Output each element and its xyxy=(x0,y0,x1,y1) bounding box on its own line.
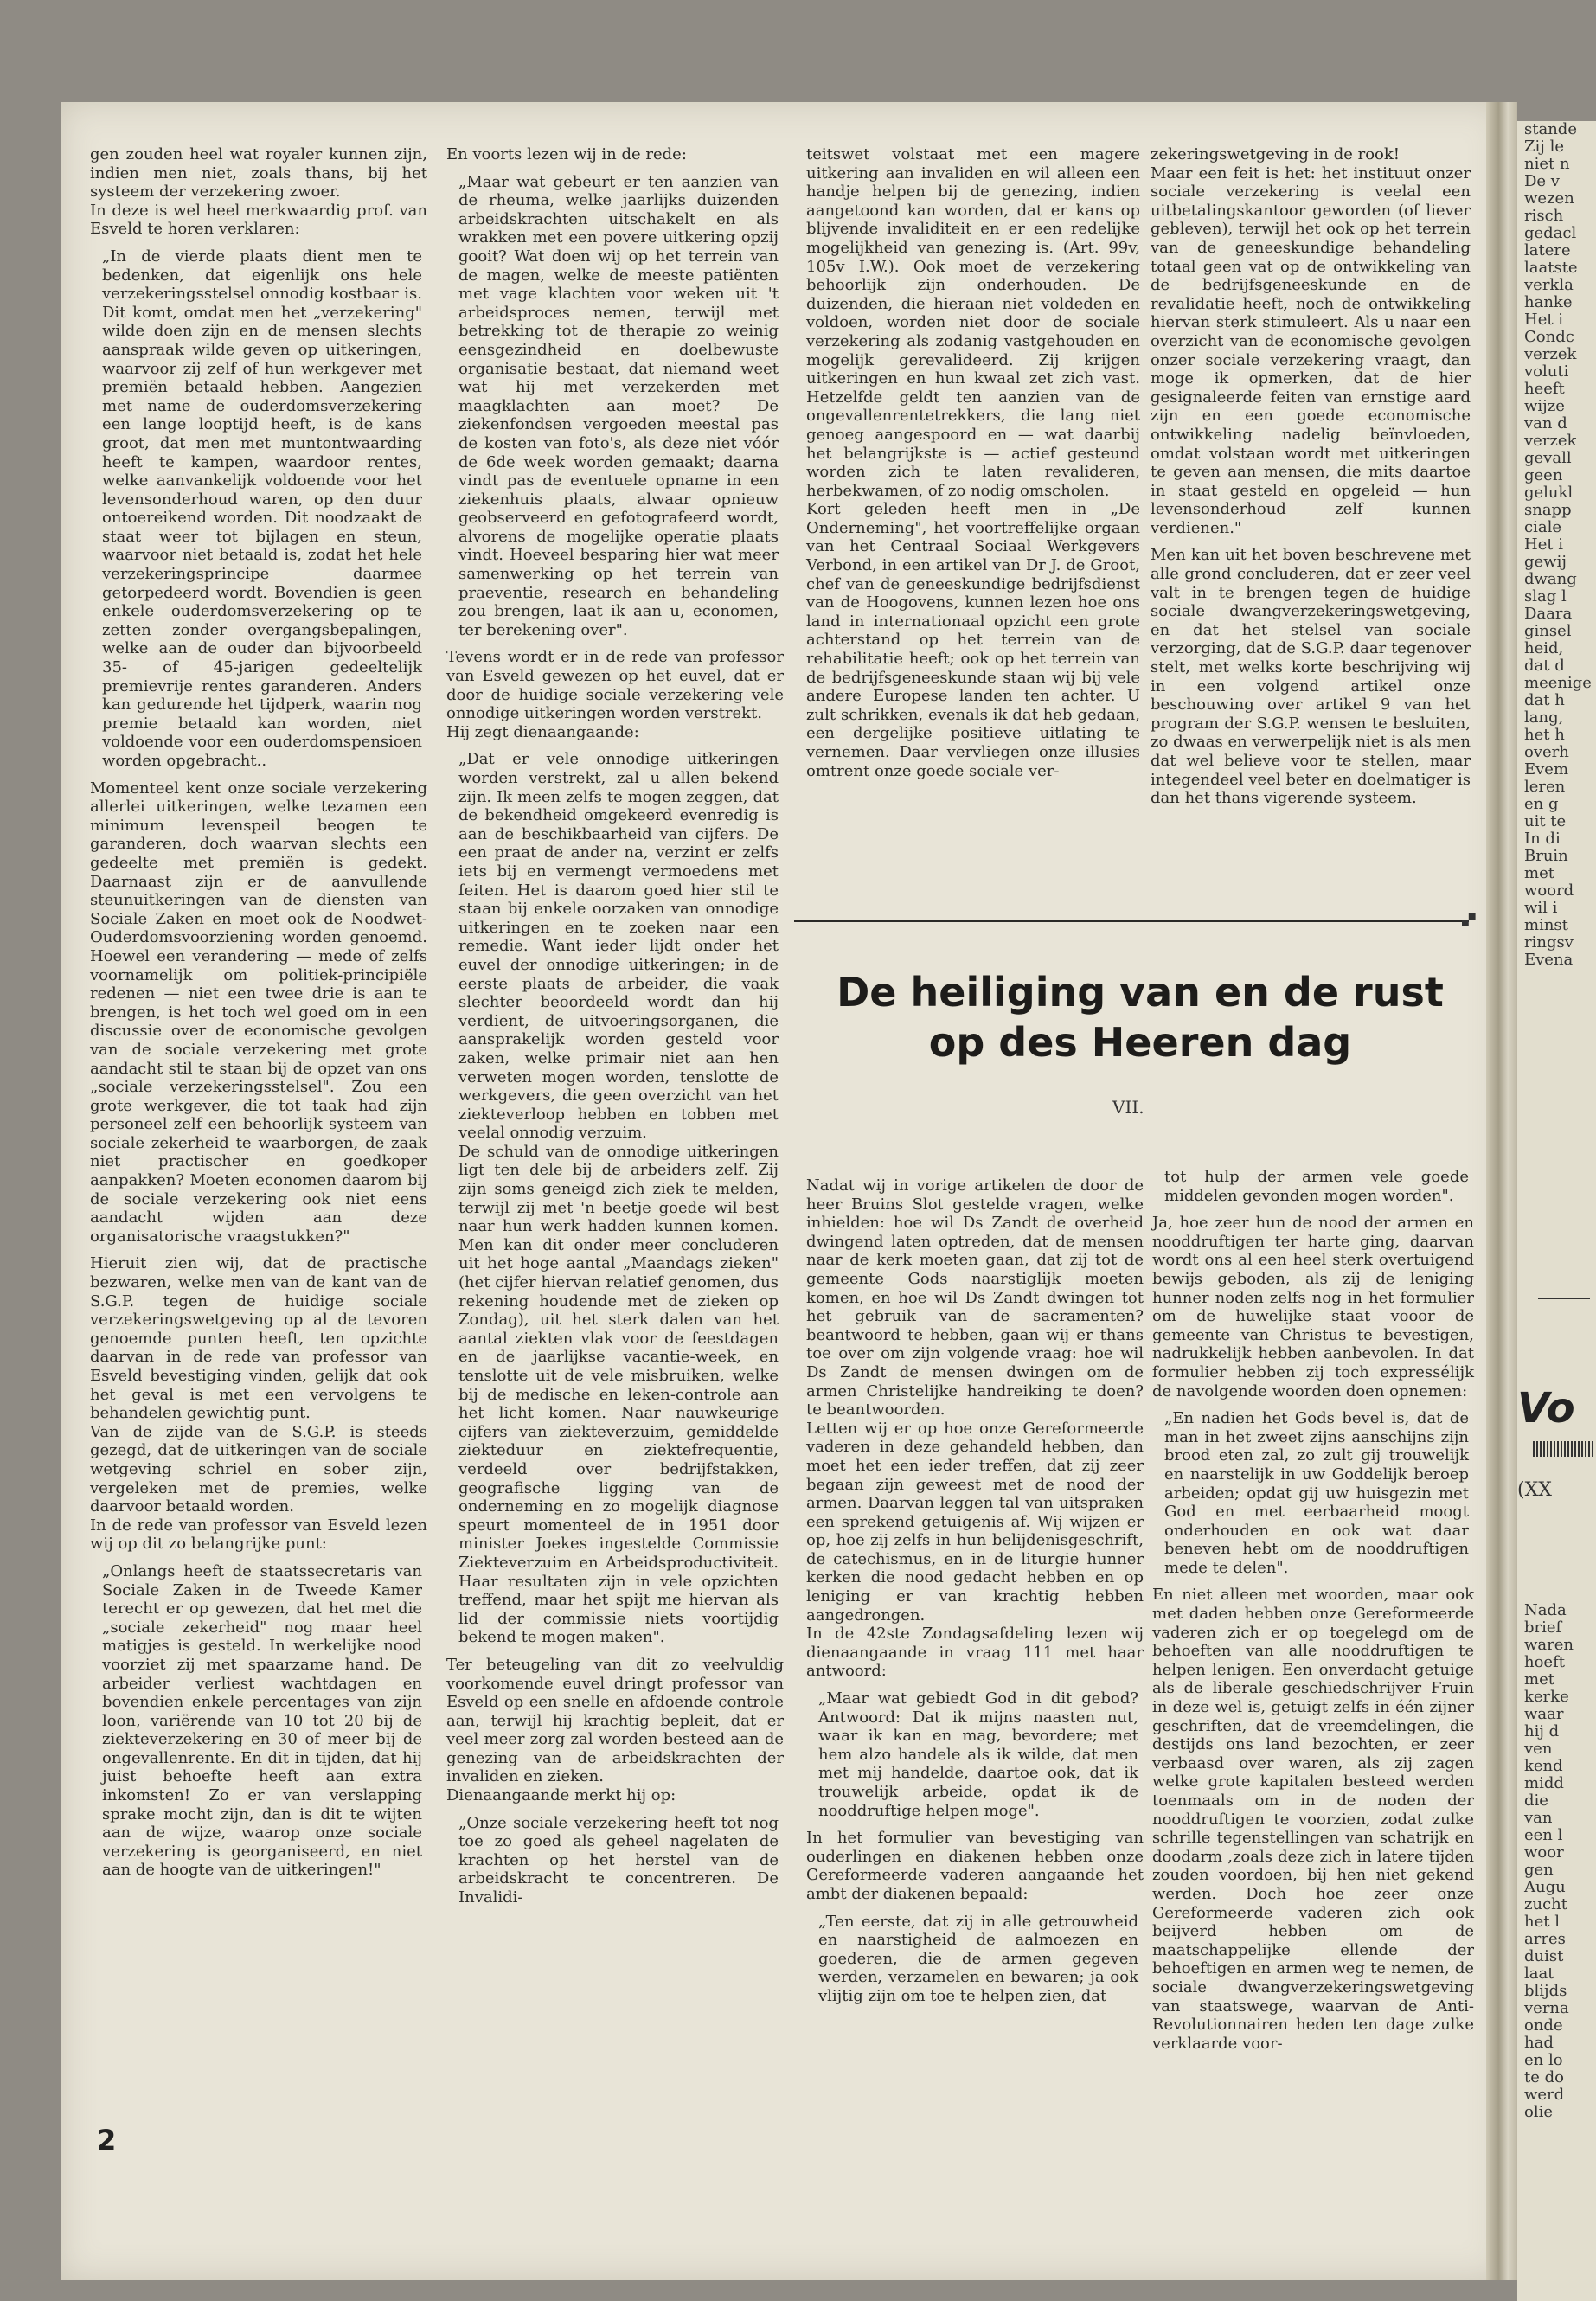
paragraph: gen zouden heel wat royaler kunnen zijn, indien men niet, zoals thans, bij het systeem der verzekering zwoer. In deze is wel heel merkwaardig prof. van Esveld te horen verklaren: xyxy=(90,145,427,239)
paragraph: zekeringswetgeving in de rook! Maar een feit is het: het instituut onzer sociale verzekering is veelal een uitbetalingskantoor geworden (of liever gebleven), terwijl het ook op het terrein van de geneeskundige behandeling totaal geen vat op de ontwikkeling van de bedrijfsgeneeskunde en de revalidatie heeft, noch de ontwikkeling hiervan sterk stimuleert. Als u naar een overzicht van de economische gevolgen onzer sociale verzekering vraagt, dan moge ik opmerken, dat de hier gesignaleerde feiten van ernstige aard zijn en een goede economische ontwikkeling nadelig beïnvloeden, omdat volstaan wordt met uitkeringen te geven aan mensen, die mits daartoe in staat gesteld en opgeleid — hun levensonderhoud zelf kunnen verdienen." xyxy=(1151,145,1471,537)
adjacent-ornament-bar xyxy=(1533,1441,1593,1457)
adjacent-column-bottom: Nada brief waren hoeft met kerke waar hij d ven kend midd die van een l woor gen Augu zucht het l arres duist laat blijds verna onde had en lo te do werd olie xyxy=(1524,1601,1574,2121)
quote-paragraph: „Maar wat gebeurt er ten aanzien van de rheuma, welke jaarlijks duizenden arbeidskrachten uitschakelt en als wrakken met een povere uitkering opzij gooit? Wat doen wij op het terrein van de magen, welke de meeste patiënten met vage klachten voor weken uit 't arbeidsproces nemen, terwijl met betrekking tot de therapie zo weinig eensgezindheid en doelbewuste organisatie bestaat, dat niemand weet wat hij met verzekerden met maagklachten aan moet? De ziekenfondsen vergoeden meestal pas de kosten van foto's, als deze niet vóór de 6de week worden gemaakt; daarna vindt pas de eventuele opname in een ziekenhuis plaats, alwaar opnieuw geobserveerd en gefotografeerd wordt, alvorens de mogelijke operatie plaats vindt. Hoeveel besparing hier wat meer samenwerking op het terrein van praeventie, research en behandeling zou brengen, laat ik aan u, economen, ter berekening over". xyxy=(458,172,779,639)
quote-paragraph: „Onlangs heeft de staatssecretaris van Sociale Zaken in de Tweede Kamer terecht er op gewezen, dat het met die „sociale zekerheid" nog maar heel matigjes is gesteld. In werkelijke nood voorziet zij met spaarzame hand. De arbeider verliest wachtdagen en bovendien enkele percentages van zijn loon, variërende van 10 tot 20 bij de ziekteverzekering en 30 of meer bij de ongevallenrente. En dit in tijden, dat hij juist behoefte heeft aan extra inkomsten! Zo er van verslapping sprake mocht zijn, dan is dit te wijten aan de wijze, waarop onze sociale verzekering is georganiseerd, en niet aan de hoogte van de uitkeringen!" xyxy=(102,1561,422,1880)
quote-paragraph: „In de vierde plaats dient men te bedenken, dat eigenlijk ons hele verzekeringsstelsel onnodig kostbaar is. Dit komt, omdat men het „verzekering" wilde doen zijn en de mensen slechts aanspraak wilde geven op uitkeringen, waarvoor zij zelf of hun werkgever met premiën betaald hebben. Aangezien met name de ouderdomsverzekering een lange looptijd heeft, is de kans groot, dat men met muntontwaarding heeft te kampen, waardoor rentes, welke aanvankelijk voldoende voor het levensonderhoud waren, op den duur ontoereikend worden. Dit noodzaakt de staat weer tot bijlagen en steun, waarvoor niet betaald is, zodat het hele verzekeringsprincipe daarmee getorpedeerd wordt. Bovendien is geen enkele ouderdomsverzekering op te zetten zonder overgangsbepalingen, welke aan de ouder dan bijvoorbeeld 35- of 45-jarigen gedeeltelijk premievrije rentes garanderen. Anders kan gedurende het tijdperk, waarin nog premie betaald kan worden, niet voldoende voor een ouderdomspensioen worden opgebracht.. xyxy=(102,247,422,770)
article-headline: De heiliging van en de rust op des Heeren dag xyxy=(836,969,1444,1066)
adjacent-divider xyxy=(1538,1298,1590,1299)
paragraph: Tevens wordt er in de rede van professor van Esveld gewezen op het euvel, dat er door de huidige sociale verzekering vele onnodige uitkeringen worden verstrekt. Hij zegt dienaangaande: xyxy=(446,648,784,741)
paragraph: Men kan uit het boven beschrevene met alle grond concluderen, dat er zeer veel valt in te brengen tegen de huidige sociale dwangverzekeringswetgeving, en dat het stelsel van sociale verzorging, dat de S.G.P. daar tegenover stelt, met welks korte beschrijving wij in een volgend artikel onze beschouwing over artikel 9 van het program der S.G.P. wensen te besluiten, zo dwaas en verwerpelijk niet is als men dat wel believe voor te stellen, maar integendeel veel beter en doelmatiger is dan het thans vigerende systeem. xyxy=(1151,546,1471,808)
paragraph: Hieruit zien wij, dat de practische bezwaren, welke men van de kant van de S.G.P. tegen de huidige sociale verzekeringswetgeving op al de tevoren genoemde punten heeft, ten opzichte daarvan in de rede van professor van Esveld bevestiging vinden, gelijk dat ook het geval is met een vervolgens te behandelen gewichtig punt. Van de zijde van de S.G.P. is steeds gezegd, dat de uitkeringen van de sociale wetgeving schriel en sober zijn, vergeleken met de premies, welke daarvoor betaald worden. In de rede van professor van Esveld lezen wij op dit zo belangrijke punt: xyxy=(90,1254,427,1554)
quote-paragraph: „Ten eerste, dat zij in alle getrouwheid en naarstigheid de aalmoezen en goederen, die de armen gegeven werden, verzamelen en bewaren; ja ook vlijtig zijn om toe te helpen zien, dat xyxy=(818,1912,1138,2005)
article-top-column-4 xyxy=(1151,145,1471,817)
adjacent-part-number: (XX xyxy=(1517,1479,1552,1501)
article-main-column-2 xyxy=(1152,1168,1474,2061)
article-top-column-2 xyxy=(446,145,784,1916)
section-divider xyxy=(794,920,1469,922)
quote-paragraph: tot hulp der armen vele goede middelen gevonden mogen worden". xyxy=(1164,1168,1469,1205)
article-top-column-1 xyxy=(90,145,427,1888)
paragraph: teitswet volstaat met een magere uitkering aan invaliden en wil alleen een handje helpen bij de genezing, indien aangetoond kan worden, dat er kans op blijvende invaliditeit en er een redelijke mogelijkheid van genezing is. (Art. 99v, 105v I.W.). Ook moet de verzekering behoorlijk zijn onderhouden. De duizenden, die hieraan niet voldeden en voldoen, worden niet door de sociale verzekering als zodanig vastgehouden en mogelijk gerevalideerd. Zij krijgen uitkeringen en hun kwaal zet zich vast. Hetzelfde geldt ten aanzien van de ongevallenrentetrekkers, die lang niet genoeg aangespoord en — wat daarbij het belangrijkste is — actief gesteund worden zich te laten revalideren, herbekwamen, of zo nodig omscholen. Kort geleden heeft men in „De Onderneming", het voortreffelijke orgaan van het Centraal Sociaal Werkgevers Verbond, in een artikel van Dr J. de Groot, chef van de geneeskundige bedrijfsdienst van de Hoogovens, kunnen lezen hoe ons land in internationaal opzicht een grote achterstand op het terrein van de rehabilitatie heeft; ook op het terrein van de bedrijfsgeneeskunde staan wij bij vele andere Europese landen ten achter. U zult schrikken, evenals ik dat heb gedaan, een dergelijke positieve uitlating te vernemen. Daar vervliegen onze illusies omtrent onze goede sociale ver- xyxy=(806,145,1140,780)
quote-paragraph: „Dat er vele onnodige uitkeringen worden verstrekt, zal u allen bekend zijn. Ik meen zelfs te mogen zeggen, dat de bekendheid omgekeerd evenredig is aan de beschikbaarheid van cijfers. De een praat de ander na, verzint er zelfs iets bij en vermengt vermoedens met feiten. Het is daarom goed hier stil te staan bij enkele oorzaken van onnodige uitkeringen en te zoeken naar een remedie. Want ieder lijdt onder het euvel der onnodige uitkeringen; in de eerste plaats de arbeider, die vaak slechter beoordeeld wordt dan hij verdient, de uitvoeringsorganen, die aansprakelijk worden gesteld voor zaken, welke primair niet aan hen verweten mogen worden, tenslotte de werkgevers, die geen overzicht van het ziekteverloop hebben en tobben met veelal onnodig verzuim. De schuld van de onnodige uitkeringen ligt ten dele bij de arbeiders zelf. Zij zijn soms geneigd zich ziek te melden, terwijl zij met 'n beetje goede wil best naar hun werk hadden kunnen komen. Men kan dit onder meer concluderen uit het hoge aantal „Maandags zieken" (het cijfer hiervan relatief genomen, dus rekening houdende met de zieken op Zondag), uit het sterk dalen van het aantal ziekten vlak voor de feestdagen en de jaarlijkse vacantie-week, en tenslotte uit de vele misbruiken, welke bij de medische en leken-controle aan het licht komen. Naar nauwkeurige cijfers van ziekteverzuim, gemiddelde ziekteduur en ziektefrequentie, verdeeld over bedrijfstakken, geografische ligging van de onderneming en zo mogelijk diagnose speurt momenteel de in 1951 door minister Joekes ingestelde Commissie Ziekteverzuim en Arbeidsproductiviteit. Haar resultaten zijn in vele opzichten treffend, maar het spijt me hiervan als lid der commissie niets voortijdig bekend te mogen maken". xyxy=(458,750,779,1647)
quote-paragraph: „Onze sociale verzekering heeft tot nog toe zo goed als geheel nagelaten de krachten op het herstel van de arbeidskracht te concentreren. De Invalidi- xyxy=(458,1813,779,1907)
quote-paragraph: „Maar wat gebiedt God in dit gebod? Antwoord: Dat ik mijns naasten nut, waar ik kan en mag, bevordere; met hem alzo handele als ik wilde, dat men met mij handelde, daartoe ook, dat ik trouwelijk arbeide, opdat ik de nooddruftige helpen moge". xyxy=(818,1689,1138,1820)
quote-paragraph: „En nadien het Gods bevel is, dat de man in het zweet zijns aanschijns zijn brood eten zal, zo zult gij trouwelijk en naarstelijk in uw Goddelijk beroep arbeiden; opdat gij uw huisgezin met God en met eerbaarheid moogt onderhouden en ook wat daar beneven hebt om de nooddruftigen mede te delen". xyxy=(1164,1409,1469,1577)
paragraph: In het formulier van bevestiging van ouderlingen en diakenen hebben onze Gereformeerde vaderen aangaande het ambt der diakenen bepaald: xyxy=(806,1829,1144,1903)
adjacent-headline-fragment: Vo xyxy=(1517,1384,1575,1433)
divider-ornament-icon: 🙾 xyxy=(1462,907,1476,933)
adjacent-column-top: stande Zij le niet n De v wezen risch gedacl latere laatste verkla hanke Het i Condc verzek voluti heeft wijze van d verzek gevall geen gelukl snapp ciale Het i gewij dwang slag l Daara ginsel heid, dat d meenige dat h lang, het h overh Evem leren en g uit te In di Bruin met woord wil i minst ringsv Evena xyxy=(1524,121,1592,969)
article-main-column-1 xyxy=(806,1176,1144,2015)
page-number: 2 xyxy=(97,2124,117,2157)
paragraph: Momenteel kent onze sociale verzekering allerlei uitkeringen, welke tezamen een minimum levenspeil beogen te garanderen, doch waarvan slechts een gedeelte met premiën is gedekt. Daarnaast zijn er de aanvullende steunuitkeringen van de diensten van Sociale Zaken en moet ook de Noodwet-Ouderdomsvoorziening worden genoemd. Hoewel een verandering — mede of zelfs voornamelijk om politiek-principiële redenen — niet een twee drie is aan te brengen, is het toch wel goed om in een discussie over de economische gevolgen van de sociale verzekering met grote aandacht stil te staan bij de opzet van ons „sociale verzekeringsstelsel". Zou een grote werkgever, die tot taak had zijn personeel zelf een behoorlijk systeem van sociale zekerheid te waarborgen, de zaak niet practischer en goedkoper aanpakken? Moeten economen daarom bij de sociale verzekering ook niet eens aandacht wijden aan deze organisatorische vraagstukken?" xyxy=(90,779,427,1246)
paragraph: Nadat wij in vorige artikelen de door de heer Bruins Slot gestelde vragen, welke inhielden: hoe wil Ds Zandt de overheid dwingend laten optreden, dat de mensen naar de kerk moeten gaan, dat zij tot de gemeente Gods naarstiglijk moeten komen, en hoe wil Ds Zandt dwingen tot het gebruik van de sacramenten? beantwoord te hebben, gaan wij er thans toe over om zijn volgende vraag: hoe wil Ds Zandt de mensen dwingen om de armen Christelijke handreiking te doen? te beantwoorden. Letten wij er op hoe onze Gereformeerde vaderen in deze gehandeld hebben, dan moet het een ieder treffen, dat zij zeer begaan zijn geweest met de nood der armen. Daarvan leggen tal van uitspraken een sprekend getuigenis af. Wij wijzen er op, hoe zij zelfs in hun belijdenisgeschrift, de catechismus, en in de liturgie hunner kerken die nood gedacht hebben en op leniging er van krachtig hebben aangedrongen. In de 42ste Zondagsafdeling lezen wij dienaangaande in vraag 111 met haar antwoord: xyxy=(806,1176,1144,1681)
adjacent-page xyxy=(1517,121,1596,2301)
paragraph: En niet alleen met woorden, maar ook met daden hebben onze Gereformeerde vaderen zich er op toegelegd om de behoeften van alle nooddruftigen te helpen lenigen. Een onverdacht getuige als de liberale geschiedschrijver Fruin in deze wel is, getuigt zelfs in één zijner geschriften, dat de vreemdelingen, die destijds ons land bezochten, er zeer verbaasd over waren, als zij zagen welke grote kapitalen besteed werden toenmaals om in de noden der nooddruftigen te voorzien, zodat zulke schrille tegenstellingen van schatrijk en doodarm ,zoals deze zich in latere tijden zouden voordoen, bij hen niet gekend werden. Doch hoe zeer onze Gereformeerde vaderen zich ook beijverd hebben om de maatschappelijke ellende der behoeftigen en armen weg te nemen, de sociale dwangverzekeringswetgeving van staatswege, waarvan de Anti-Revolutionnairen heden ten dage zulke verklaarde voor- xyxy=(1152,1586,1474,2053)
paragraph: Ja, hoe zeer hun de nood der armen en nooddruftigen ter harte ging, daarvan wordt ons al een heel sterk overtuigend bewijs geboden, als zij de leniging hunner noden zelfs nog in het formulier om de huwelijke staat vooor de gemeente van Christus te bevestigen, nadrukkelijk hebben aanbevolen. In dat formulier hebben zij toch expressélijk de navolgende woorden doen opnemen: xyxy=(1152,1214,1474,1400)
paragraph: En voorts lezen wij in de rede: xyxy=(446,145,687,163)
page-gutter xyxy=(1486,102,1517,2280)
article-top-column-3 xyxy=(806,145,1140,789)
article-part-number: VII. xyxy=(1112,1097,1144,1118)
paragraph: Ter beteugeling van dit zo veelvuldig voorkomende euvel dringt professor van Esveld op een snelle en afdoende controle aan, terwijl hij krachtig bepleit, dat er veel meer zorg zal worden besteed aan de genezing van de arbeidskrachten der invaliden en zieken. Dienaangaande merkt hij op: xyxy=(446,1655,784,1805)
